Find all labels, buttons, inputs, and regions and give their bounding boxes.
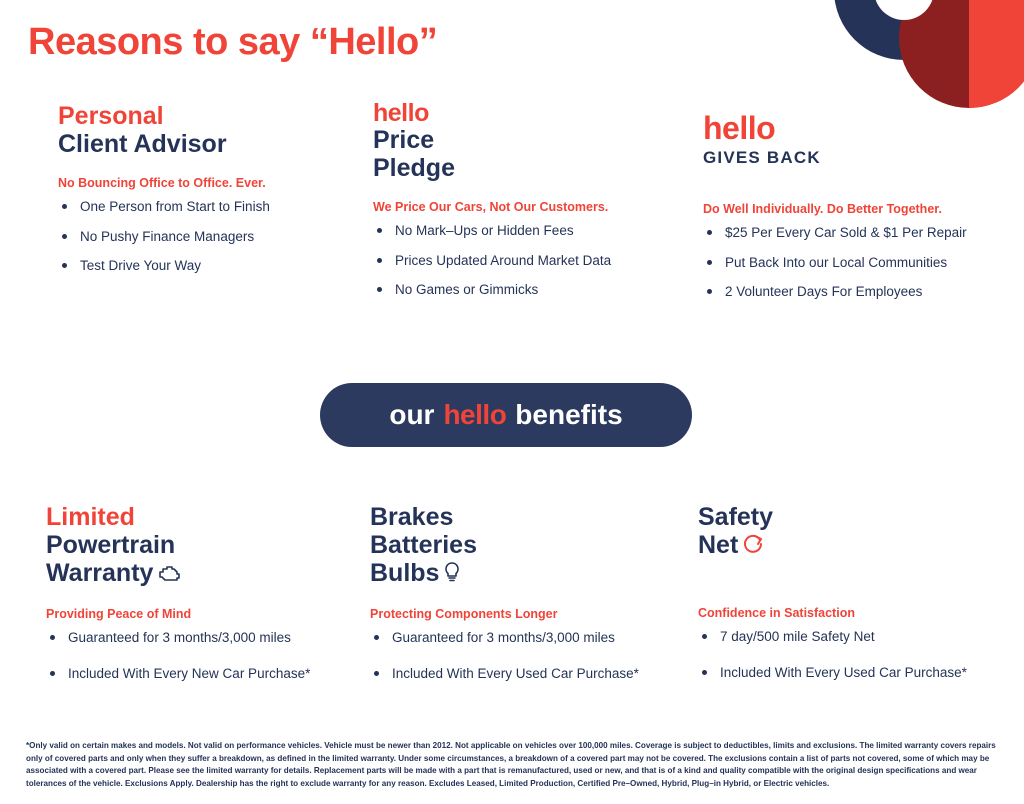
benefit-column-brakes-batteries-bulbs [370, 503, 670, 694]
benefit-column-personal-client-advisor [58, 102, 358, 287]
column-title [373, 126, 673, 182]
banner-word-benefits: benefits [515, 399, 623, 430]
benefit-column-safety-net [698, 503, 998, 693]
list-item: No Games or Gimmicks [373, 281, 673, 299]
refresh-circle-icon [742, 533, 764, 561]
list-item: No Pushy Finance Managers [58, 228, 358, 246]
list-item: Included With Every Used Car Purchase* [370, 665, 670, 683]
list-item: Included With Every New Car Purchase* [46, 665, 346, 683]
column-bullet-list [373, 222, 673, 299]
column-subtitle: We Price Our Cars, Not Our Customers. [373, 200, 609, 215]
column-title-line3-text: Warranty [46, 559, 154, 587]
benefit-column-price-pledge [373, 100, 673, 311]
column-title [698, 503, 998, 561]
column-title-line2-text: Net [698, 531, 739, 559]
list-item: 7 day/500 mile Safety Net [698, 628, 998, 646]
column-bullet-list [703, 224, 1003, 301]
column-title [370, 503, 670, 589]
column-title [46, 503, 346, 589]
column-subtitle: Confidence in Satisfaction [698, 606, 855, 620]
lightbulb-icon [443, 561, 461, 589]
list-item: Test Drive Your Way [58, 257, 358, 275]
column-subtitle: No Bouncing Office to Office. Ever. [58, 176, 266, 190]
column-title-line1: Brakes [370, 503, 454, 531]
column-bullet-list [46, 629, 346, 682]
column-bullet-list [58, 198, 358, 275]
list-item: Prices Updated Around Market Data [373, 252, 673, 270]
column-title-line3 [46, 559, 346, 589]
hello-logo-text: hello [703, 110, 776, 146]
column-title-line2: Batteries [370, 531, 477, 559]
page-title: Reasons to say “Hello” [28, 21, 438, 63]
column-title-line3 [370, 559, 670, 589]
list-item: Guaranteed for 3 months/3,000 miles [370, 629, 670, 647]
engine-icon [157, 561, 181, 589]
list-item: 2 Volunteer Days For Employees [703, 283, 1003, 301]
column-subtitle: Providing Peace of Mind [46, 607, 192, 621]
column-title-line1: Personal [58, 102, 164, 130]
benefit-column-hello-gives-back [703, 112, 1003, 313]
column-bullet-list [698, 628, 998, 681]
column-title-line1: Price [373, 126, 435, 155]
benefit-column-limited-powertrain-warranty [46, 503, 346, 694]
column-title-line1: Safety [698, 503, 774, 531]
list-item: No Mark–Ups or Hidden Fees [373, 222, 673, 240]
column-title-line3-text: Bulbs [370, 559, 440, 587]
column-title-line1: Limited [46, 503, 135, 531]
decorative-circles [764, 0, 1024, 120]
benefits-banner [320, 383, 692, 447]
banner-word-our: our [389, 399, 435, 430]
list-item: Included With Every Used Car Purchase* [698, 664, 998, 682]
list-item: One Person from Start to Finish [58, 198, 358, 216]
column-title-line2: Client Advisor [58, 130, 227, 158]
legal-disclaimer: *Only valid on certain makes and models. Not valid on performance vehicles. Vehicle must be newer than 2012. Not applicable on vehicles over 100,000 miles. Coverage is subject to deductibles, limits and exclusions. The limited warranty covers repairs only of covered parts and only when they suffer a breakdown, as defined in the limited warranty. Under some circumstances, a breakdown of a covered part may not be covered. The exclusions contain a list of parts not covered, some of which may be associated with a covered part. Please see the limited warranty for details. Replacement parts will be made with a part that is remanufactured, used or new, and that is of a kind and quality compatible with the original design specifications and wear tolerances of the vehicle. Exclusions Apply. Dealership has the right to exclude warranty for any reason. Excludes Leased, Limited Production, Certified Pre–Owned, Hybrid, Plug–in Hybrid, or Electric vehicles. [26, 741, 996, 788]
list-item: $25 Per Every Car Sold & $1 Per Repair [703, 224, 1003, 242]
column-title-line1: GIVES BACK [703, 147, 821, 167]
column-subtitle: Do Well Individually. Do Better Together. [703, 201, 942, 216]
hello-logo-text: hello [373, 99, 429, 127]
column-title [58, 102, 358, 158]
list-item: Put Back Into our Local Communities [703, 254, 1003, 272]
banner-word-hello: hello [443, 399, 507, 430]
list-item: Guaranteed for 3 months/3,000 miles [46, 629, 346, 647]
column-title-line2: Powertrain [46, 531, 176, 559]
column-subtitle: Protecting Components Longer [370, 607, 558, 621]
column-title-line2 [698, 531, 998, 561]
column-bullet-list [370, 629, 670, 682]
column-title-line2: Pledge [373, 154, 455, 183]
